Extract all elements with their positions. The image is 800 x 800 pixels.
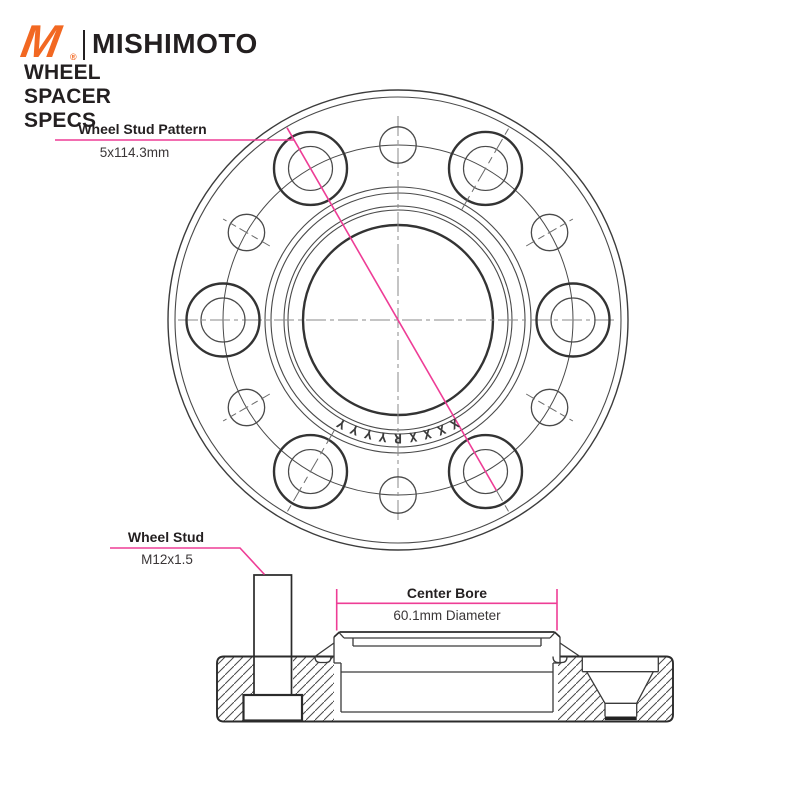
mishimoto-logo-icon: M [17, 15, 65, 67]
wheel-stud-label: Wheel Stud [127, 529, 205, 545]
brand-name: MISHIMOTO [92, 28, 258, 59]
stud-pattern-label: Wheel Stud Pattern [78, 121, 207, 137]
logo-divider [83, 30, 85, 60]
center-bore-value: 60.1mm Diameter [393, 608, 501, 623]
engraved-character: Y [363, 425, 375, 442]
side-view [110, 548, 673, 722]
engraved-character: X [447, 414, 462, 431]
engraved-character: X [421, 425, 433, 442]
engraved-character: X [407, 428, 418, 444]
registered-trademark: ® [70, 52, 77, 62]
engraved-character: X [434, 420, 448, 438]
stud-pattern-value: 5x114.3mm [99, 145, 170, 160]
page-title: WHEEL SPACER SPECS [24, 61, 112, 132]
engraved-character: Y [378, 428, 389, 444]
engraved-character: Y [348, 420, 362, 438]
engraved-character: R [394, 429, 402, 445]
engraved-character: Y [334, 414, 349, 431]
center-bore-label: Center Bore [406, 585, 488, 601]
wheel-stud-value: M12x1.5 [141, 552, 193, 567]
